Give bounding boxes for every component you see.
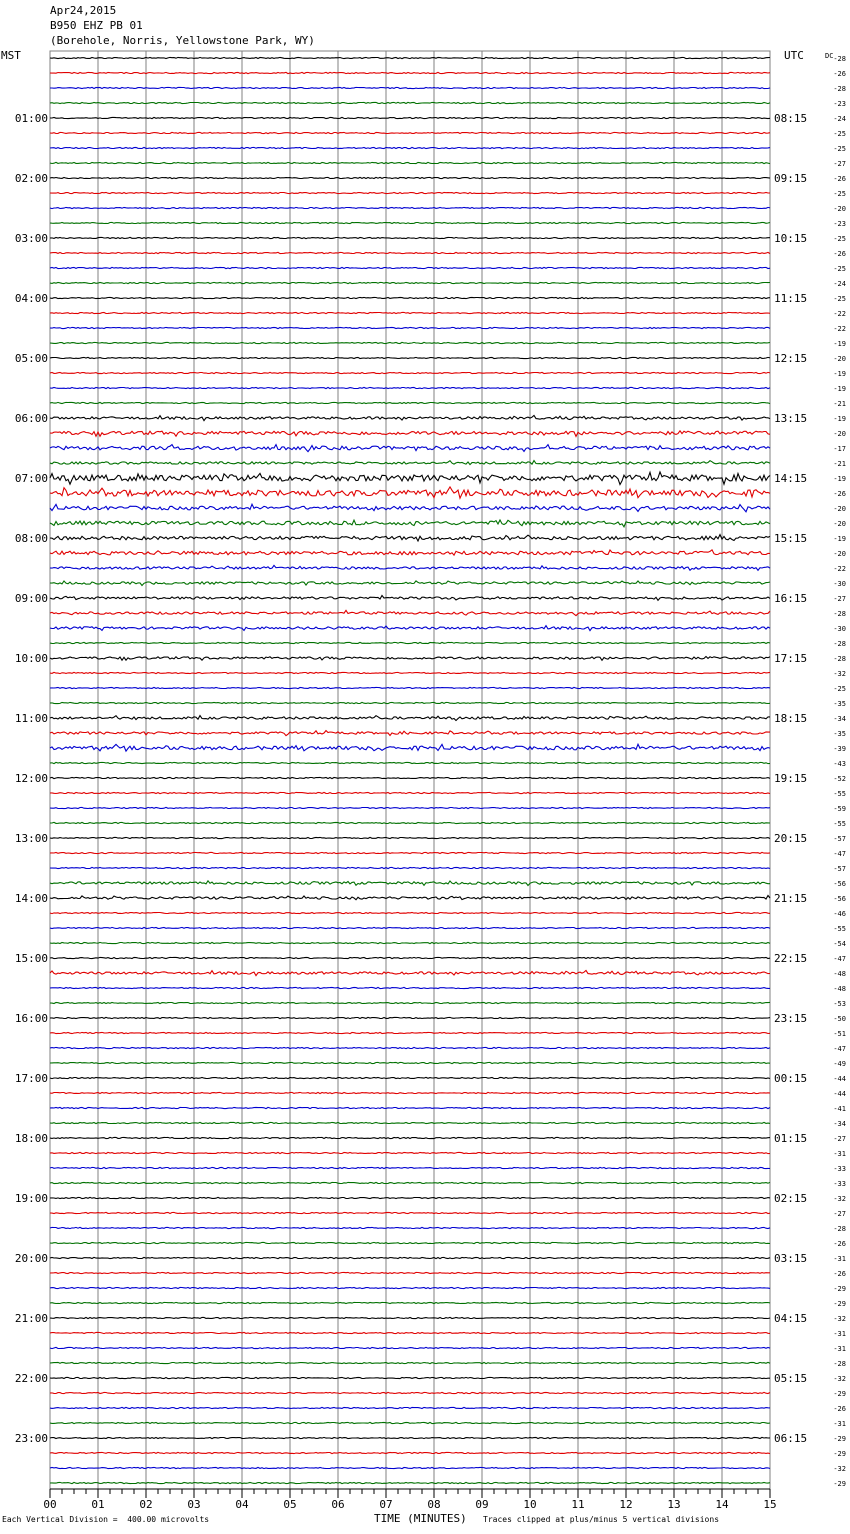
left-hour-label: 04:00 [14, 292, 48, 305]
dc-offset-label: -25 [833, 235, 846, 243]
trace-row [50, 1167, 770, 1168]
dc-offset-label: -44 [833, 1090, 846, 1098]
dc-offset-label: -49 [833, 1060, 846, 1068]
dc-offset-label: -31 [833, 1255, 846, 1263]
dc-offset-label: -30 [833, 580, 846, 588]
trace-row [50, 297, 770, 298]
trace-row [50, 702, 770, 703]
trace-row [50, 550, 770, 555]
trace-row [50, 867, 770, 868]
trace-row [50, 87, 770, 88]
trace-row [50, 716, 770, 721]
x-tick-label: 13 [667, 1498, 681, 1511]
trace-row [50, 1227, 770, 1228]
x-tick-label: 11 [571, 1498, 585, 1511]
right-hour-label: 06:15 [774, 1432, 808, 1445]
x-tick-label: 04 [235, 1498, 249, 1511]
dc-offset-label: -20 [833, 205, 846, 213]
left-timezone-label: MST [1, 49, 21, 62]
dc-offset-label: -54 [833, 940, 846, 948]
dc-offset-label: -19 [833, 385, 846, 393]
right-hour-label: 13:15 [774, 412, 808, 425]
left-hour-label: 17:00 [14, 1072, 48, 1085]
left-hour-label: 15:00 [14, 952, 48, 965]
dc-offset-label: -22 [833, 565, 846, 573]
dc-offset-label: -24 [833, 280, 846, 288]
dc-offset-label: -46 [833, 910, 846, 918]
trace-row [50, 731, 770, 736]
dc-offset-label: -19 [833, 340, 846, 348]
dc-offset-label: -25 [833, 265, 846, 273]
trace-row [50, 192, 770, 193]
x-tick-label: 06 [331, 1498, 345, 1511]
trace-row [50, 942, 770, 943]
dc-offset-label: -26 [833, 1405, 846, 1413]
trace-row [50, 881, 770, 886]
trace-row [50, 610, 770, 615]
trace-row [50, 504, 770, 512]
right-hour-label: 00:15 [774, 1072, 808, 1085]
right-hour-label: 09:15 [774, 172, 808, 185]
x-tick-label: 15 [763, 1498, 777, 1511]
dc-offset-label: -32 [833, 1465, 846, 1473]
dc-offset-label: -20 [833, 520, 846, 528]
right-hour-label: 20:15 [774, 832, 808, 845]
x-axis-title: TIME (MINUTES) [374, 1512, 467, 1525]
left-hour-label: 01:00 [14, 112, 48, 125]
dc-offset-label: -55 [833, 790, 846, 798]
x-tick-label: 08 [427, 1498, 441, 1511]
left-hour-label: 03:00 [14, 232, 48, 245]
dc-offset-label: -20 [833, 430, 846, 438]
x-tick-label: 12 [619, 1498, 633, 1511]
dc-offset-label: -29 [833, 1435, 846, 1443]
trace-row [50, 957, 770, 958]
left-hour-label: 08:00 [14, 532, 48, 545]
trace-row [50, 72, 770, 73]
trace-row [50, 822, 770, 823]
trace-row [50, 1377, 770, 1378]
left-hour-label: 19:00 [14, 1192, 48, 1205]
dc-offset-label: -53 [833, 1000, 846, 1008]
trace-row [50, 762, 770, 763]
trace-row [50, 162, 770, 163]
dc-offset-label: -19 [833, 475, 846, 483]
dc-offset-label: -57 [833, 865, 846, 873]
trace-row [50, 57, 770, 58]
right-hour-label: 16:15 [774, 592, 808, 605]
clip-note: Traces clipped at plus/minus 5 vertical divisions [483, 1515, 720, 1524]
trace-row [50, 472, 770, 485]
dc-offset-label: -28 [833, 1225, 846, 1233]
dc-offset-label: -29 [833, 1390, 846, 1398]
dc-offset-label: -30 [833, 625, 846, 633]
left-hour-label: 21:00 [14, 1312, 48, 1325]
dc-offset-label: -32 [833, 1375, 846, 1383]
dc-offset-label: -57 [833, 835, 846, 843]
trace-row [50, 642, 770, 643]
dc-offset-label: -28 [833, 655, 846, 663]
right-hour-label: 18:15 [774, 712, 808, 725]
left-hour-label: 06:00 [14, 412, 48, 425]
left-hour-label: 22:00 [14, 1372, 48, 1385]
trace-row [50, 117, 770, 118]
x-tick-label: 07 [379, 1498, 393, 1511]
dc-offset-label: -29 [833, 1480, 846, 1488]
dc-offset-label: -29 [833, 1285, 846, 1293]
trace-row [50, 1347, 770, 1348]
trace-row [50, 971, 770, 976]
x-tick-label: 14 [715, 1498, 729, 1511]
right-hour-label: 10:15 [774, 232, 808, 245]
left-hour-label: 18:00 [14, 1132, 48, 1145]
trace-row [50, 1032, 770, 1033]
trace-row [50, 1287, 770, 1288]
dc-offset-label: -27 [833, 160, 846, 168]
trace-row [50, 207, 770, 208]
trace-row [50, 327, 770, 328]
trace-row [50, 1242, 770, 1243]
trace-row [50, 252, 770, 253]
trace-row [50, 312, 770, 313]
dc-offset-label: -41 [833, 1105, 846, 1113]
dc-offset-label: -32 [833, 1195, 846, 1203]
trace-row [50, 987, 770, 988]
dc-offset-label: -33 [833, 1165, 846, 1173]
right-hour-label: 23:15 [774, 1012, 808, 1025]
trace-row [50, 102, 770, 103]
dc-offset-label: -23 [833, 220, 846, 228]
dc-offset-label: -34 [833, 1120, 846, 1128]
dc-offset-header: DC [825, 52, 834, 60]
dc-offset-label: -20 [833, 505, 846, 513]
trace-row [50, 132, 770, 133]
trace-row [50, 565, 770, 570]
dc-offset-label: -17 [833, 445, 846, 453]
trace-row [50, 672, 770, 673]
left-hour-label: 13:00 [14, 832, 48, 845]
trace-row [50, 416, 770, 421]
trace-row [50, 237, 770, 238]
dc-offset-label: -29 [833, 1450, 846, 1458]
dc-offset-label: -28 [833, 640, 846, 648]
dc-offset-label: -51 [833, 1030, 846, 1038]
dc-offset-label: -27 [833, 595, 846, 603]
trace-row [50, 1047, 770, 1048]
trace-row [50, 687, 770, 688]
trace-row [50, 445, 770, 452]
right-hour-label: 12:15 [774, 352, 808, 365]
trace-row [50, 1197, 770, 1198]
trace-row [50, 177, 770, 178]
dc-offset-label: -33 [833, 1180, 846, 1188]
trace-row [50, 744, 770, 751]
dc-offset-label: -20 [833, 550, 846, 558]
right-hour-label: 11:15 [774, 292, 808, 305]
x-tick-label: 00 [43, 1498, 57, 1511]
dc-offset-label: -28 [833, 85, 846, 93]
dc-offset-label: -35 [833, 700, 846, 708]
dc-offset-label: -26 [833, 250, 846, 258]
dc-offset-label: -56 [833, 880, 846, 888]
trace-row [50, 596, 770, 601]
dc-offset-label: -32 [833, 670, 846, 678]
trace-row [50, 896, 770, 900]
right-hour-label: 08:15 [774, 112, 808, 125]
dc-offset-label: -47 [833, 850, 846, 858]
left-hour-label: 20:00 [14, 1252, 48, 1265]
trace-row [50, 777, 770, 778]
station-code: B950 EHZ PB 01 [50, 19, 143, 32]
right-hour-label: 04:15 [774, 1312, 808, 1325]
station-date: Apr24,2015 [50, 4, 117, 17]
right-hour-label: 17:15 [774, 652, 808, 665]
trace-row [50, 1272, 770, 1273]
trace-row [50, 852, 770, 853]
dc-offset-label: -28 [833, 1360, 846, 1368]
trace-row [50, 807, 770, 808]
trace-row [50, 461, 770, 465]
trace-row [50, 1182, 770, 1183]
trace-row [50, 487, 770, 498]
left-hour-label: 12:00 [14, 772, 48, 785]
trace-row [50, 222, 770, 223]
dc-offset-label: -25 [833, 190, 846, 198]
right-hour-label: 22:15 [774, 952, 808, 965]
trace-row [50, 1317, 770, 1318]
left-hour-label: 05:00 [14, 352, 48, 365]
x-tick-label: 03 [187, 1498, 201, 1511]
dc-offset-label: -19 [833, 535, 846, 543]
dc-offset-label: -44 [833, 1075, 846, 1083]
dc-offset-label: -27 [833, 1135, 846, 1143]
dc-offset-label: -59 [833, 805, 846, 813]
station-location: (Borehole, Norris, Yellowstone Park, WY) [50, 34, 315, 47]
x-tick-label: 01 [91, 1498, 105, 1511]
trace-row [50, 1392, 770, 1393]
trace-row [50, 431, 770, 437]
dc-offset-label: -22 [833, 325, 846, 333]
left-hour-label: 02:00 [14, 172, 48, 185]
dc-offset-label: -55 [833, 820, 846, 828]
trace-row [50, 1017, 770, 1018]
trace-row [50, 912, 770, 913]
trace-row [50, 1152, 770, 1153]
dc-offset-label: -26 [833, 490, 846, 498]
trace-row [50, 1437, 770, 1438]
dc-offset-label: -31 [833, 1150, 846, 1158]
trace-row [50, 657, 770, 661]
dc-offset-label: -20 [833, 355, 846, 363]
trace-row [50, 1137, 770, 1138]
trace-row [50, 1212, 770, 1213]
dc-offset-label: -19 [833, 415, 846, 423]
trace-row [50, 1482, 770, 1483]
dc-offset-label: -31 [833, 1420, 846, 1428]
dc-offset-label: -19 [833, 370, 846, 378]
trace-row [50, 626, 770, 631]
trace-row [50, 792, 770, 793]
dc-offset-label: -21 [833, 460, 846, 468]
dc-offset-label: -34 [833, 715, 846, 723]
trace-row [50, 1077, 770, 1078]
dc-offset-label: -28 [833, 610, 846, 618]
right-hour-label: 15:15 [774, 532, 808, 545]
dc-offset-label: -27 [833, 1210, 846, 1218]
left-hour-label: 09:00 [14, 592, 48, 605]
dc-offset-label: -31 [833, 1345, 846, 1353]
dc-offset-label: -25 [833, 295, 846, 303]
dc-offset-label: -31 [833, 1330, 846, 1338]
left-hour-label: 07:00 [14, 472, 48, 485]
x-tick-label: 05 [283, 1498, 297, 1511]
dc-offset-label: -23 [833, 100, 846, 108]
dc-offset-label: -35 [833, 730, 846, 738]
trace-row [50, 535, 770, 541]
trace-row [50, 1002, 770, 1003]
dc-offset-label: -26 [833, 1240, 846, 1248]
trace-row [50, 1452, 770, 1453]
dc-offset-label: -43 [833, 760, 846, 768]
trace-row [50, 581, 770, 586]
dc-offset-label: -39 [833, 745, 846, 753]
trace-row [50, 402, 770, 403]
trace-row [50, 267, 770, 268]
trace-row [50, 927, 770, 928]
left-hour-label: 14:00 [14, 892, 48, 905]
trace-row [50, 1407, 770, 1408]
left-hour-label: 23:00 [14, 1432, 48, 1445]
right-hour-label: 21:15 [774, 892, 808, 905]
right-hour-label: 03:15 [774, 1252, 808, 1265]
dc-offset-label: -22 [833, 310, 846, 318]
trace-row [50, 147, 770, 148]
x-tick-label: 10 [523, 1498, 537, 1511]
trace-row [50, 1257, 770, 1258]
trace-row [50, 372, 770, 373]
trace-row [50, 387, 770, 388]
trace-row [50, 1062, 770, 1063]
trace-row [50, 342, 770, 343]
right-hour-label: 01:15 [774, 1132, 808, 1145]
trace-row [50, 1302, 770, 1303]
dc-offset-label: -32 [833, 1315, 846, 1323]
dc-offset-label: -48 [833, 985, 846, 993]
trace-row [50, 520, 770, 527]
dc-offset-label: -25 [833, 145, 846, 153]
dc-offset-label: -26 [833, 1270, 846, 1278]
dc-offset-label: -47 [833, 955, 846, 963]
dc-offset-label: -48 [833, 970, 846, 978]
left-hour-label: 11:00 [14, 712, 48, 725]
dc-offset-label: -26 [833, 70, 846, 78]
right-hour-label: 05:15 [774, 1372, 808, 1385]
trace-row [50, 357, 770, 358]
dc-offset-label: -56 [833, 895, 846, 903]
dc-offset-label: -29 [833, 1300, 846, 1308]
trace-row [50, 282, 770, 283]
dc-offset-label: -26 [833, 175, 846, 183]
left-hour-label: 16:00 [14, 1012, 48, 1025]
trace-row [50, 1122, 770, 1123]
trace-row [50, 1467, 770, 1468]
dc-offset-label: -47 [833, 1045, 846, 1053]
dc-offset-label: -50 [833, 1015, 846, 1023]
dc-offset-label: -24 [833, 115, 846, 123]
dc-offset-label: -52 [833, 775, 846, 783]
dc-offset-label: -55 [833, 925, 846, 933]
dc-offset-label: -21 [833, 400, 846, 408]
left-hour-label: 10:00 [14, 652, 48, 665]
right-hour-label: 19:15 [774, 772, 808, 785]
dc-offset-label: -25 [833, 130, 846, 138]
trace-row [50, 1422, 770, 1423]
trace-row [50, 1362, 770, 1363]
trace-row [50, 1092, 770, 1093]
x-tick-label: 02 [139, 1498, 153, 1511]
trace-row [50, 1332, 770, 1333]
trace-row [50, 837, 770, 838]
right-hour-label: 02:15 [774, 1192, 808, 1205]
vertical-scale-note: Each Vertical Division = 400.00 microvolts [2, 1515, 210, 1524]
x-tick-label: 09 [475, 1498, 489, 1511]
right-timezone-label: UTC [784, 49, 804, 62]
trace-row [50, 1107, 770, 1108]
dc-offset-label: -25 [833, 685, 846, 693]
dc-offset-label: -28 [833, 55, 846, 63]
right-hour-label: 14:15 [774, 472, 808, 485]
